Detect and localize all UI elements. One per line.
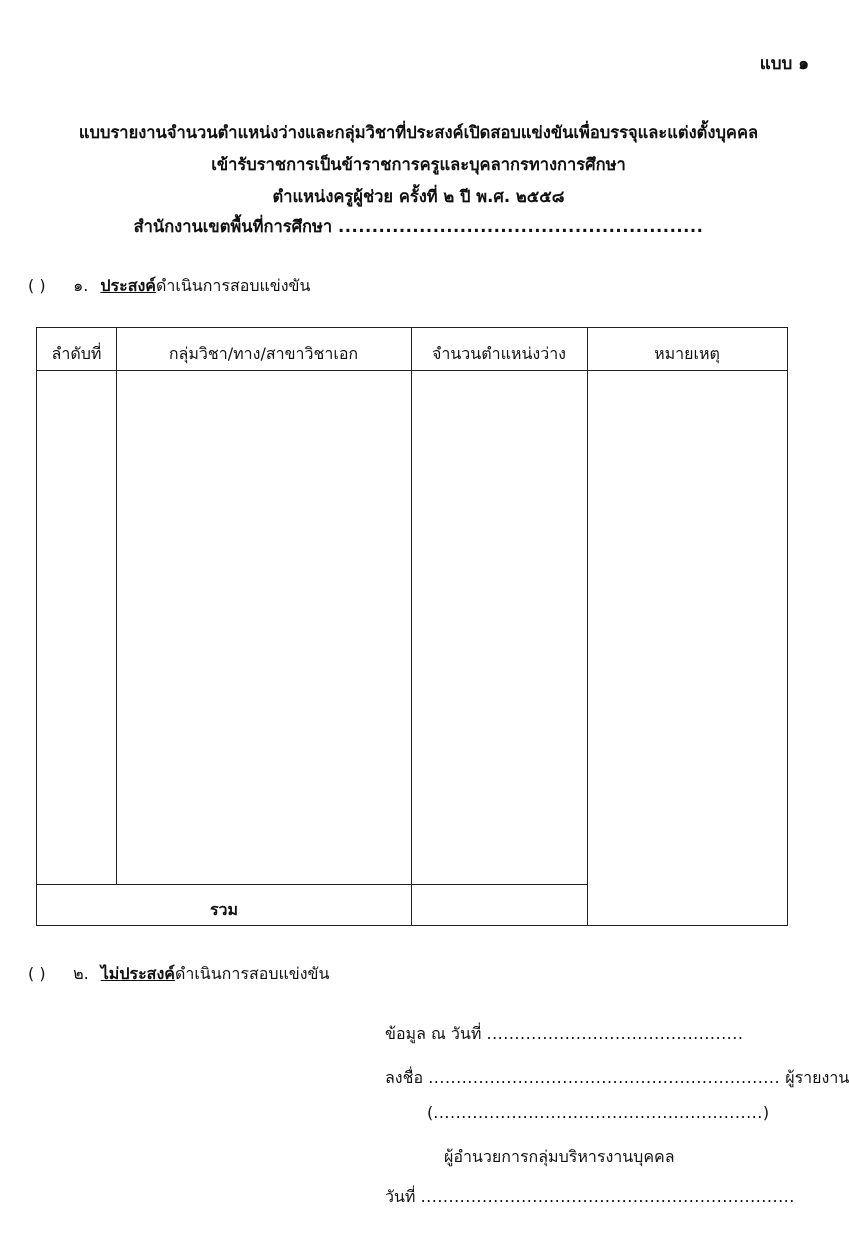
option-1-checkbox[interactable]: ( ) — [28, 276, 46, 295]
option-1-number: ๑. — [73, 276, 89, 295]
option-2-checkbox[interactable]: ( ) — [28, 964, 46, 983]
title-line-4 — [0, 214, 837, 240]
total-label: รวม — [209, 900, 239, 919]
data-as-of-label: ข้อมูล ณ วันที่ — [385, 1024, 482, 1043]
total-divider — [37, 884, 587, 885]
option-2-number: ๒. — [73, 964, 89, 983]
option-1 — [28, 274, 310, 299]
sign-label: ลงชื่อ — [385, 1068, 424, 1087]
header-divider — [37, 370, 787, 371]
area-office-label: สำนักงานเขตพื้นที่การศึกษา — [133, 217, 333, 236]
name-open-paren: ( — [427, 1103, 434, 1122]
option-2 — [28, 962, 329, 987]
title-line-1: แบบรายงานจำนวนตำแหน่งว่างและกลุ่มวิชาที่ประสงค์เปิดสอบแข่งขันเพื่อบรรจุและแต่งตั้งบุคคล — [78, 123, 759, 142]
data-as-of-line — [385, 1022, 743, 1047]
area-office-blank[interactable]: ...................................................... — [337, 217, 704, 236]
signature-line — [385, 1066, 849, 1091]
title-line-2: เข้ารับราชการเป็นข้าราชการครูและบุคลากรทางการศึกษา — [211, 155, 626, 174]
header-vacancies: จำนวนตำแหน่งว่าง — [432, 344, 566, 363]
date-blank[interactable]: ................................................................... — [420, 1187, 795, 1206]
option-2-text: ดำเนินการสอบแข่งขัน — [174, 964, 330, 983]
header-subject: กลุ่มวิชา/ทาง/สาขาวิชาเอก — [168, 344, 359, 363]
date-label: วันที่ — [385, 1187, 416, 1206]
col-divider-2 — [411, 328, 412, 925]
name-blank[interactable]: ........................................................... — [433, 1103, 763, 1122]
position-title: ผู้อำนวยการกลุ่มบริหารงานบุคคล — [444, 1147, 675, 1166]
data-as-of-blank[interactable]: .............................................. — [486, 1024, 744, 1043]
date-line — [385, 1185, 795, 1210]
vacancy-table — [36, 327, 788, 926]
title-line-3: ตำแหน่งครูผู้ช่วย ครั้งที่ ๒ ปี พ.ศ. ๒๕๕๘ — [272, 187, 565, 206]
option-2-emphasis: ไม่ประสงค์ — [100, 964, 175, 983]
header-remarks: หมายเหตุ — [654, 344, 720, 363]
header-order: ลำดับที่ — [51, 344, 102, 363]
reporter-label: ผู้รายงาน — [785, 1068, 849, 1087]
option-1-text: ดำเนินการสอบแข่งขัน — [155, 276, 311, 295]
col-divider-1 — [116, 328, 117, 884]
option-1-emphasis: ประสงค์ — [100, 276, 156, 295]
name-close-paren: ) — [762, 1103, 770, 1122]
form-code: แบบ ๑ — [759, 54, 809, 74]
signature-blank[interactable]: ............................................................... — [428, 1068, 781, 1087]
col-divider-3 — [587, 328, 588, 925]
name-line — [427, 1103, 769, 1122]
